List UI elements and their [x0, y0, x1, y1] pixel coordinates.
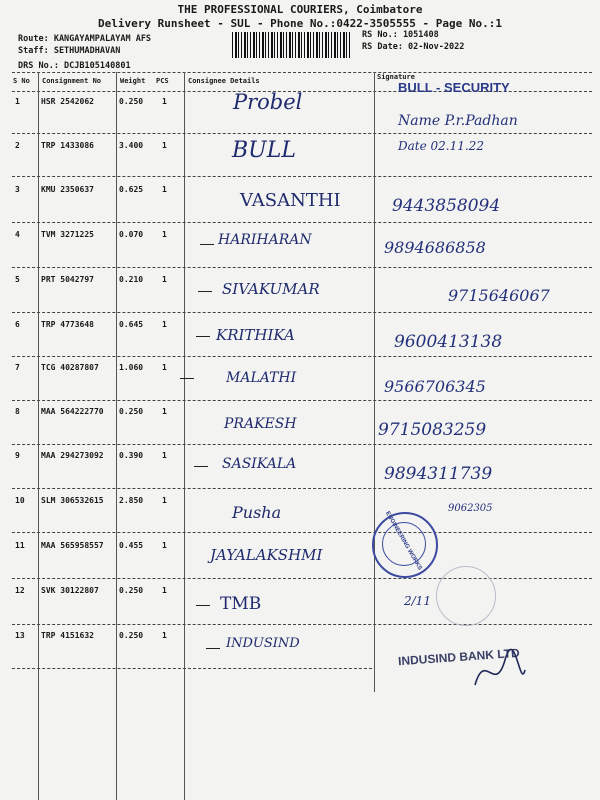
row-consignee: Probel [233, 90, 303, 114]
row-weight: 2.850 [119, 496, 144, 505]
row-consignee: BULL [232, 138, 296, 163]
route-label: Route: KANGAYAMPALAYAM AFS [18, 34, 152, 44]
row-consignment: MAA 294273092 [41, 451, 104, 460]
row-divider [12, 176, 592, 177]
row-weight: 0.625 [119, 185, 144, 194]
signature-row-10: 9062305 [448, 503, 493, 514]
dash-mark [200, 244, 214, 245]
signature-row-3: 9443858094 [392, 196, 501, 216]
row-consignment: TRP 4151632 [41, 631, 94, 640]
row-consignee: SIVAKUMAR [222, 280, 320, 298]
col-header-consignment: Consignment No [42, 77, 102, 85]
header-rule-top [12, 72, 592, 73]
row-consignment: MAA 564222770 [41, 407, 104, 416]
row-consignee: MALATHI [226, 370, 297, 386]
col-header-sno: S No [13, 77, 30, 85]
row-pcs: 1 [162, 363, 167, 372]
indusind-signature-scribble [470, 640, 530, 700]
dash-mark [196, 336, 210, 337]
row-consignee: HARIHARAN [218, 232, 312, 248]
row-weight: 0.250 [119, 97, 144, 106]
row-weight: 0.390 [119, 451, 144, 460]
row-divider [12, 532, 592, 533]
row-divider [12, 578, 592, 579]
rs-date: RS Date: 02-Nov-2022 [362, 42, 465, 52]
engineering-works-seal-text: ENGINEERING WORKS [384, 510, 423, 572]
row-pcs: 1 [162, 97, 167, 106]
col-header-signature: Signature [377, 73, 415, 81]
row-divider [12, 222, 592, 223]
row-consignee: JAYALAKSHMI [210, 546, 323, 564]
faint-circle-stamp [436, 566, 496, 626]
row-pcs: 1 [162, 185, 167, 194]
row-divider [12, 400, 592, 401]
row-sno: 2 [15, 141, 20, 150]
row-consignment: TRP 1433086 [41, 141, 94, 150]
row-pcs: 1 [162, 141, 167, 150]
row-consignee: SASIKALA [222, 456, 297, 472]
barcode [232, 32, 352, 58]
col-header-details: Consignee Details [188, 77, 260, 85]
signature-row-6: 9600413138 [394, 332, 503, 352]
row-consignee: VASANTHI [240, 190, 341, 211]
row-divider [12, 356, 592, 357]
dash-mark [206, 648, 220, 649]
row-weight: 3.400 [119, 141, 144, 150]
row-sno: 12 [15, 586, 25, 595]
row-consignee: TMB [220, 594, 262, 614]
company-title: THE PROFESSIONAL COURIERS, Coimbatore [177, 3, 423, 16]
row-consignee: KRITHIKA [216, 326, 295, 344]
engineering-works-seal [372, 512, 438, 578]
row-weight: 0.250 [119, 631, 144, 640]
row-pcs: 1 [162, 320, 167, 329]
row-sno: 4 [15, 230, 20, 239]
row-pcs: 1 [162, 541, 167, 550]
row-sno: 1 [15, 97, 20, 106]
col-header-weight: Weight [120, 77, 146, 85]
row-pcs: 1 [162, 496, 167, 505]
row-consignment: TRP 4773648 [41, 320, 94, 329]
signature-row-9: 9894311739 [384, 464, 493, 484]
row-weight: 0.645 [119, 320, 144, 329]
column-divider [184, 72, 185, 800]
indusind-bank-stamp: INDUSIND BANK LTD [397, 645, 521, 669]
row-pcs: 1 [162, 451, 167, 460]
row-divider [12, 488, 592, 489]
row-sno: 11 [15, 541, 25, 550]
row-weight: 1.060 [119, 363, 144, 372]
row-weight: 0.455 [119, 541, 144, 550]
row-pcs: 1 [162, 275, 167, 284]
row-sno: 5 [15, 275, 20, 284]
row-divider [12, 133, 592, 134]
dash-mark [196, 605, 210, 606]
row-pcs: 1 [162, 586, 167, 595]
row-divider [12, 624, 592, 625]
dash-mark [194, 466, 208, 467]
row-consignment: KMU 2350637 [41, 185, 94, 194]
row-consignment: SVK 30122807 [41, 586, 99, 595]
runsheet-title: Delivery Runsheet - SUL - Phone No.:0422-3505555 - Page No.:1 [98, 17, 502, 30]
dash-mark [198, 291, 212, 292]
row-sno: 10 [15, 496, 25, 505]
row-sno: 6 [15, 320, 20, 329]
rs-number: RS No.: 1051408 [362, 30, 439, 40]
row-divider [12, 267, 592, 268]
row-consignment: MAA 565958557 [41, 541, 104, 550]
row-divider [12, 312, 592, 313]
column-divider [116, 72, 117, 800]
dash-mark [180, 378, 194, 379]
row-consignee: PRAKESH [224, 416, 297, 432]
col-header-pcs: PCS [156, 77, 169, 85]
signature-row-8: 9715083259 [378, 420, 487, 440]
row-divider [12, 668, 372, 669]
row-sno: 7 [15, 363, 20, 372]
row-sno: 13 [15, 631, 25, 640]
signature-row-7: 9566706345 [384, 377, 486, 396]
row-consignment: TCG 40287807 [41, 363, 99, 372]
row-consignment: TVM 3271225 [41, 230, 94, 239]
row-weight: 0.070 [119, 230, 144, 239]
row-weight: 0.250 [119, 586, 144, 595]
staff-label: Staff: SETHUMADHAVAN [18, 46, 121, 56]
row-weight: 0.250 [119, 407, 144, 416]
drs-label: DRS No.: DCJB105140801 [18, 61, 131, 71]
row-consignee: INDUSIND [226, 636, 300, 651]
row-pcs: 1 [162, 631, 167, 640]
column-divider [38, 72, 39, 800]
signature-row-12: 2/11 [404, 594, 431, 608]
row-consignee: Pusha [232, 503, 282, 522]
column-divider [374, 72, 375, 692]
signature-row-5: 9715646067 [448, 286, 550, 305]
row-pcs: 1 [162, 230, 167, 239]
row-consignment: HSR 2542062 [41, 97, 94, 106]
signature-row-4: 9894686858 [384, 238, 486, 257]
row-sno: 9 [15, 451, 20, 460]
signature-row-2: Date 02.11.22 [398, 139, 484, 153]
row-pcs: 1 [162, 407, 167, 416]
row-sno: 8 [15, 407, 20, 416]
row-consignment: PRT 5042797 [41, 275, 94, 284]
bull-security-stamp: BULL - SECURITY [398, 80, 510, 95]
row-weight: 0.210 [119, 275, 144, 284]
row-sno: 3 [15, 185, 20, 194]
row-divider [12, 444, 592, 445]
signature-row-1: Name P.r.Padhan [398, 113, 518, 129]
row-consignment: SLM 306532615 [41, 496, 104, 505]
